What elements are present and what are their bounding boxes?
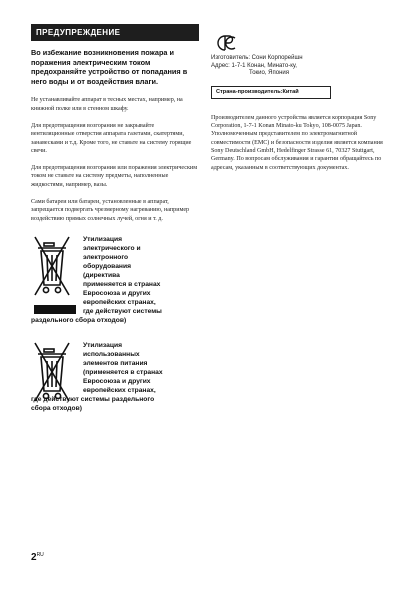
left-column — [31, 24, 199, 446]
warning-header: ПРЕДУПРЕЖДЕНИЕ — [31, 24, 199, 41]
paragraph-liquids: Для предотвращения возгорания или поражения электрическим током не ставьте на систему предметы, наполненные жидкостями, например, вазы. — [31, 165, 198, 188]
paragraph-ventilation: Для предотвращения возгорания не закрывайте вентиляционные отверстия аппарата газетами, скатертями, занавесками и т.д. Кроме того, не ставьте на систему горящие свечи. — [31, 122, 192, 154]
representative-paragraph: Производителем данного устройства является корпорация Sony Corporation, 1-7-1 Konan Minato-ku Tokyo, 108-0075 Japan. Уполномоченным представителем по электромагнитной совместимости (EMC) и безопасности изделия является компания Sony Deutschland GmbH, Hedelfinger Strasse 61, 70327 Stuttgart, Germany. По вопросам обслуживания и гарантии обращайтесь по адресам, указанным в соответствующих документах. — [211, 114, 383, 171]
paragraph-placement: Не устанавливайте аппарат в тесных местах, например, на книжной полке или в стенном шкафу. — [31, 97, 183, 112]
weee-electrical-text: Утилизация электрического и электронного оборудования (директива применяется в странах Евросоюза и других европейских странах, где действуют системы раздельного сбора отходов) — [31, 235, 162, 324]
pct-certification-icon — [211, 34, 237, 52]
weee-batteries-text: Утилизация использованных элементов питания (применяется в странах Евросоюза и других европейских странах, где действуют системы раздельного сбора отходов) — [31, 341, 163, 412]
paragraph-batteries-heat: Сами батареи или батареи, установленные в аппарат, запрещается подвергать чрезмерному нагреванию, например воздействию прямых солнечных лучей, огня и т. д. — [31, 199, 190, 222]
weee-batteries-section — [31, 341, 199, 446]
weee-electrical-section — [31, 235, 199, 335]
page-number: $2^{RU}$ — [31, 552, 44, 563]
country-of-origin-label: Страна-производитель:Китай — [211, 86, 331, 99]
page-language: RU — [36, 552, 44, 558]
right-column — [211, 34, 383, 172]
manufacturer-info: Изготовитель: Сони Корпорейшн Адрес: 1-7-1 Конан, Минато-ку, Токио, Япония — [211, 55, 303, 77]
warning-statement: Во избежание возникновения пожара и поражения электрическим током предохраняйте устройство от попадания в него воды и от воздействия влаги. — [31, 48, 188, 86]
